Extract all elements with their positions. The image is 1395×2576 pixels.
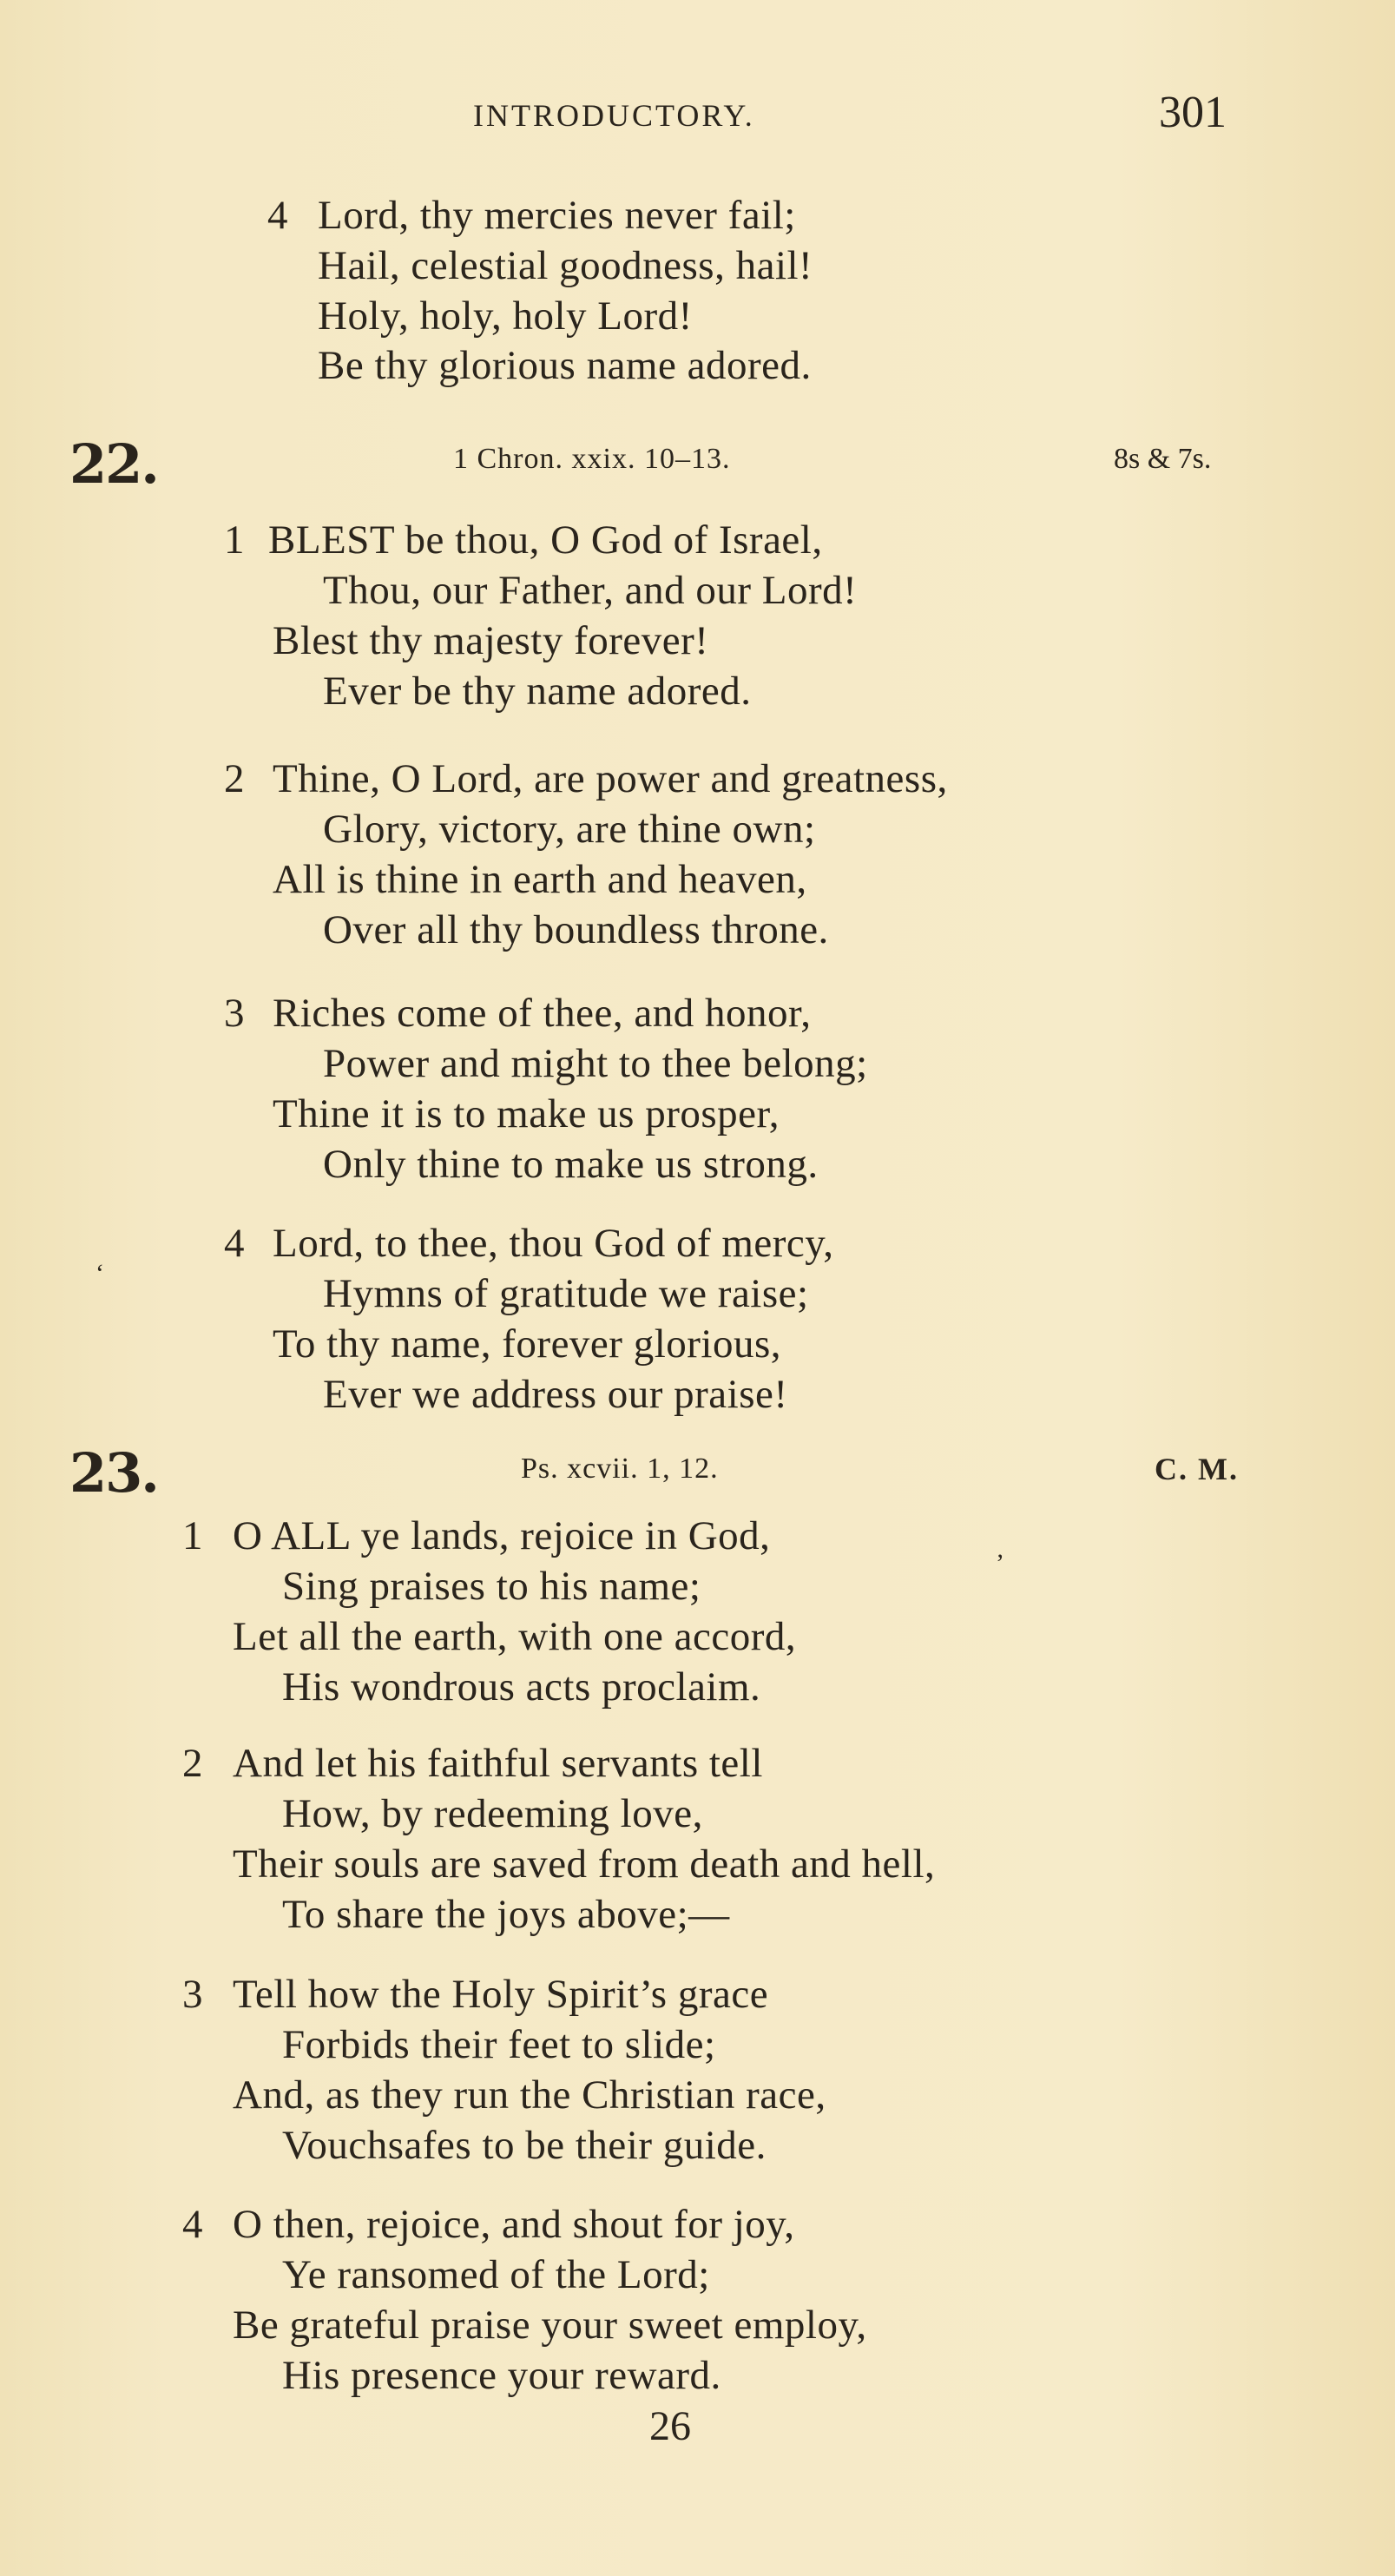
stray-mark: ‘ <box>95 1259 104 1288</box>
verse-line: Lord, thy mercies never fail; <box>318 193 796 238</box>
verse-line: O then, rejoice, and shout for joy, <box>233 2202 795 2247</box>
scripture-reference: Ps. xcvii. 1, 12. <box>521 1453 719 1485</box>
verse-line: Forbids their feet to slide; <box>282 2022 716 2067</box>
verse-line: Their souls are saved from death and hell, <box>233 1841 936 1887</box>
signature-mark: 26 <box>649 2403 691 2449</box>
verse-line: Tell how the Holy Spirit’s grace <box>233 1972 769 2017</box>
verse-line: To thy name, forever glorious, <box>273 1321 781 1367</box>
verse-line: Sing praises to his name; <box>282 1564 701 1609</box>
verse-line: Hail, celestial goodness, hail! <box>318 243 813 288</box>
verse-line: And, as they run the Christian race, <box>233 2072 826 2118</box>
hymn-number: 22. <box>69 432 158 496</box>
verse-line: Vouchsafes to be their guide. <box>282 2123 767 2168</box>
verse-number: 2 <box>182 1741 203 1786</box>
verse-number: 3 <box>182 1972 203 2017</box>
verse-line: Be thy glorious name adored. <box>318 343 812 388</box>
verse-line: Ye ransomed of the Lord; <box>282 2252 710 2297</box>
verse-line: Only thine to make us strong. <box>323 1142 819 1187</box>
verse-line: Lord, to thee, thou God of mercy, <box>273 1221 834 1266</box>
verse-line: Thou, our Father, and our Lord! <box>323 568 858 613</box>
verse-line: Thine it is to make us prosper, <box>273 1091 780 1136</box>
scripture-reference: 1 Chron. xxix. 10–13. <box>453 443 731 475</box>
verse-line: Ever we address our praise! <box>323 1372 788 1417</box>
verse-line: BLEST be thou, O God of Israel, <box>268 517 823 563</box>
verse-number: 4 <box>224 1221 245 1266</box>
verse-line: Riches come of thee, and honor, <box>273 991 812 1036</box>
verse-line: Be grateful praise your sweet employ, <box>233 2303 867 2348</box>
hymn-number: 23. <box>69 1441 158 1505</box>
verse-line: Let all the earth, with one accord, <box>233 1614 797 1659</box>
verse-line: All is thine in earth and heaven, <box>273 857 807 902</box>
verse-line: How, by redeeming love, <box>282 1791 703 1836</box>
verse-line: And let his faithful servants tell <box>233 1741 763 1786</box>
verse-number: 3 <box>224 991 245 1036</box>
verse-line: His wondrous acts proclaim. <box>282 1664 761 1710</box>
running-head: INTRODUCTORY. <box>473 98 755 133</box>
meter: 8s & 7s. <box>1114 443 1212 475</box>
stray-mark: ’ <box>996 1549 1004 1578</box>
page-number: 301 <box>1159 88 1227 137</box>
verse-number: 1 <box>224 517 245 563</box>
verse-line: His presence your reward. <box>282 2353 721 2398</box>
verse-line: Power and might to thee belong; <box>323 1041 868 1086</box>
meter: C. M. <box>1155 1452 1239 1486</box>
verse-line: O ALL ye lands, rejoice in God, <box>233 1513 771 1558</box>
verse-line: Ever be thy name adored. <box>323 669 752 714</box>
verse-line: Thine, O Lord, are power and greatness, <box>273 756 948 801</box>
verse-line: To share the joys above;— <box>282 1892 730 1937</box>
verse-number: 4 <box>182 2202 203 2247</box>
verse-line: Over all thy boundless throne. <box>323 907 829 952</box>
verse-number: 1 <box>182 1513 203 1558</box>
verse-number: 2 <box>224 756 245 801</box>
verse-line: Holy, holy, holy Lord! <box>318 293 693 339</box>
verse-number: 4 <box>267 193 288 238</box>
verse-line: Blest thy majesty forever! <box>273 618 709 663</box>
verse-line: Hymns of gratitude we raise; <box>323 1271 809 1316</box>
verse-line: Glory, victory, are thine own; <box>323 807 816 852</box>
